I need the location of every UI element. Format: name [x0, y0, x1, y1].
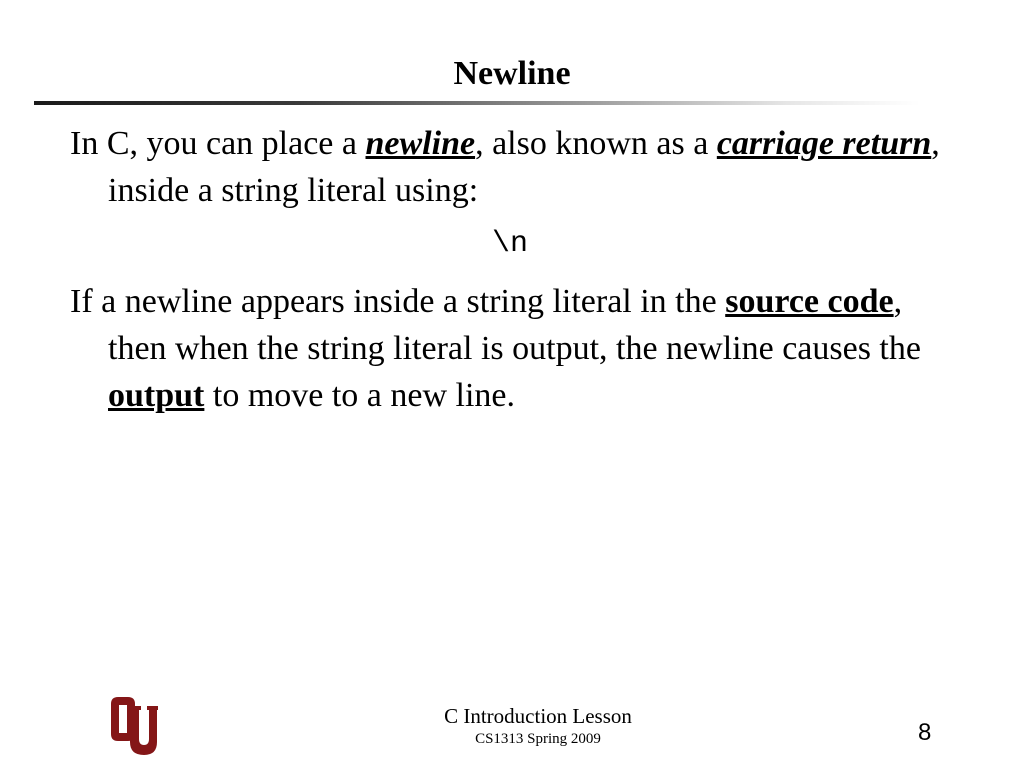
bullet-paragraph-2	[70, 278, 950, 419]
para1-text-1: In C, you can place a	[70, 125, 366, 162]
para2-text-1: If a newline appears inside a string literal in the	[70, 283, 726, 320]
bullet-paragraph-1	[70, 120, 950, 214]
para1-text-2: , also known as a	[475, 125, 717, 162]
slide-body	[70, 120, 950, 419]
para2-text-2: , then when the string literal is output, the newline causes the	[108, 283, 921, 367]
term-newline: newline	[365, 125, 476, 162]
slide-title: Newline	[453, 55, 571, 92]
term-carriage-return: carriage return	[716, 125, 932, 162]
para2-text-3: to move to a new line.	[204, 377, 516, 414]
para1-text-3: , inside a string literal using:	[108, 125, 940, 209]
page-number: 8	[918, 719, 932, 746]
title-divider	[34, 101, 920, 105]
term-output: output	[108, 377, 205, 414]
term-source-code: source code	[725, 283, 894, 320]
footer-course-term: CS1313 Spring 2009	[475, 731, 601, 747]
code-escape-sequence: \n	[491, 227, 528, 261]
footer-course-title: C Introduction Lesson	[444, 704, 632, 728]
